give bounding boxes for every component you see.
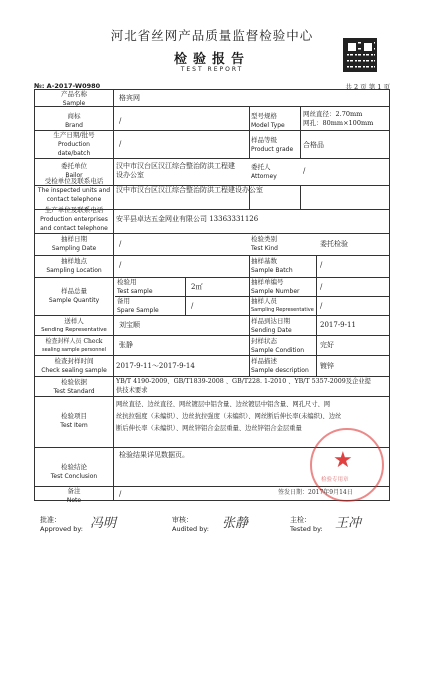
- value-sampling-representative: /: [320, 302, 323, 310]
- center-title: 河北省丝网产品质量监督检验中心: [110, 28, 314, 43]
- label-test-standard: 检验依据 Test Standard: [53, 378, 95, 395]
- label-check-sealing-personnel: 检查封样人员 Check sealing sample personnel: [42, 338, 106, 353]
- value-sampling-location: /: [119, 261, 122, 269]
- label-attorney: 委托人 Attorney: [251, 163, 277, 180]
- label-brand: 商标 Brand: [65, 112, 83, 129]
- value-attorney: /: [303, 167, 306, 175]
- value-inspected-units: 汉中市汉台区汉江综合整治防洪工程建设办公室: [116, 186, 263, 194]
- label-sending-representative: 送样人 Sending Representative: [41, 317, 107, 333]
- label-test-item: 检验项目 Test Item: [60, 412, 88, 429]
- tested-signature: 王冲: [335, 516, 362, 531]
- value-sample-number: /: [320, 283, 323, 291]
- audited-by: 审核： Audited by:: [172, 516, 209, 533]
- label-sample-condition: 封样状态 Sample Condition: [251, 337, 305, 354]
- label-sample-batch: 抽样基数 Sample Batch: [251, 257, 293, 274]
- value-check-sealing-time: 2017-9-11～2017-9-14: [116, 362, 195, 370]
- value-test-standard: YB/T 4190-2009、GB/T1839-2008 、GB/T228. 1-2010 、YB/T 5357-2009及企业提 供技术要求: [116, 378, 371, 394]
- value-product-grade: 合格品: [303, 141, 324, 149]
- label-production-date: 生产日期/批号 Production date/batch: [53, 131, 95, 157]
- label-check-sealing-time: 检查封样时间 Check sealing sample: [41, 357, 107, 374]
- label-sample-description: 样品描述 Sample description: [251, 357, 309, 374]
- label-sampling-date: 抽样日期 Sampling Date: [51, 235, 97, 252]
- value-spare-sample: /: [191, 302, 194, 310]
- seal-star-icon: ★: [333, 448, 353, 473]
- value-sample-condition: 完好: [320, 341, 334, 349]
- report-number: №: A-2017-W0980: [34, 82, 101, 90]
- label-test-kind: 检验类别 Test Kind: [251, 235, 278, 252]
- value-production-enterprises: 安平县卓达五金网业有限公司 13363331126: [116, 215, 259, 223]
- label-production-enterprises: 生产单位及联系电话 Production enterprises and contact telephone: [40, 206, 108, 232]
- label-test-sample: 检验用 Test sample: [117, 278, 153, 295]
- label-inspected-units: 受检单位及联系电话 The inspected units and contact telephone: [37, 177, 111, 203]
- label-note: 备注 Note: [66, 487, 82, 504]
- value-test-conclusion: 检验结果详见数据页。: [119, 451, 189, 459]
- tested-by: 主检： Tested by:: [290, 516, 323, 533]
- report-title-en: TEST REPORT: [180, 66, 244, 73]
- seal-org: 检验专用章: [321, 477, 349, 483]
- value-production-date: /: [119, 140, 122, 148]
- value-test-item: 网丝直径、边丝直径、网丝镀层中铝含量、边丝镀层中铝含量、网孔尺寸、网 丝抗拉强度（未编织）、边丝抗拉强度（未编织）、网丝断后伸长率(未编织)、边丝 断后伸长率（未编织）、网丝锌铝合金层重量、边丝锌铝合金层重量: [116, 401, 342, 432]
- audited-signature: 张静: [222, 516, 249, 531]
- label-sampling-representative: 抽样人员 Sampling Representative: [251, 297, 314, 313]
- label-model-type: 型号规格 Model Type: [251, 112, 285, 129]
- page-count: 共 2 页 第 1 页: [345, 83, 390, 91]
- label-sample-number: 抽样单编号 Sample Number: [251, 278, 300, 295]
- label-sending-date: 样品到达日期 Sending Date: [251, 317, 292, 334]
- value-sample-description: 镀锌: [320, 362, 334, 370]
- value-sample: 格宾网: [119, 94, 140, 102]
- approved-signature: 冯明: [90, 516, 117, 531]
- label-sample: 产品名称 Sample: [61, 90, 87, 107]
- approved-by: 批准： Approved by:: [40, 516, 83, 533]
- value-sending-date: 2017-9-11: [320, 321, 356, 329]
- value-test-kind: 委托检验: [320, 240, 348, 248]
- qr-code-icon: [343, 38, 377, 72]
- value-bailor: 汉中市汉台区汉江综合整治防洪工程建 设办公室: [116, 162, 235, 179]
- label-bailor: 委托单位 Bailor: [61, 162, 87, 179]
- value-sampling-date: /: [119, 240, 122, 248]
- label-test-conclusion: 检验结论 Test Conclusion: [50, 463, 98, 480]
- value-test-sample: 2㎡: [191, 283, 203, 291]
- value-brand: /: [119, 117, 122, 125]
- label-product-grade: 样品等级 Product grade: [251, 136, 294, 153]
- issue-date: 签发日期：2017年9月14日: [278, 489, 353, 496]
- value-model-type: 网丝直径：2.70mm 网孔：80mm×100mm: [303, 110, 374, 127]
- label-spare-sample: 备用 Spare Sample: [117, 297, 159, 314]
- value-note: /: [119, 490, 122, 498]
- label-sampling-location: 抽样地点 Sampling Location: [46, 257, 102, 274]
- report-title: 检验报告: [173, 52, 250, 67]
- label-sample-quantity: 样品总量 Sample Quantity: [48, 287, 100, 304]
- value-sending-representative: 刘宝顺: [119, 321, 140, 329]
- value-sample-batch: /: [320, 261, 323, 269]
- value-check-sealing-personnel: 张静: [119, 341, 133, 349]
